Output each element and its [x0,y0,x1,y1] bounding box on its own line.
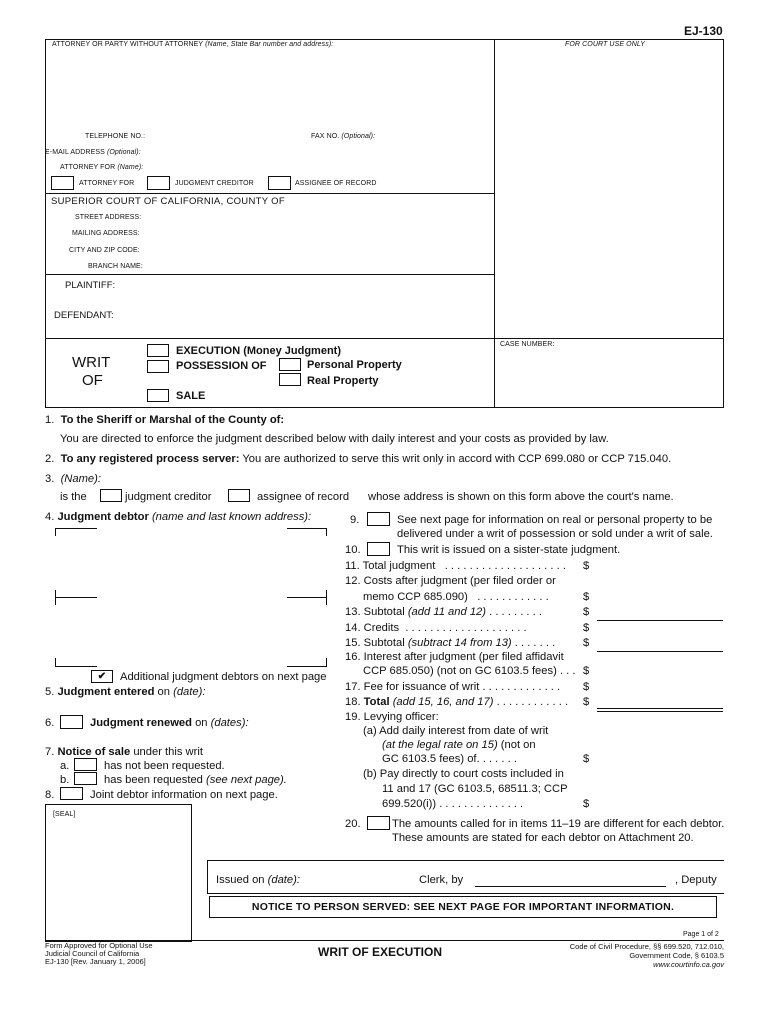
item-14: 14. Credits . . . . . . . . . . . . . . . . . . . . [345,622,527,634]
item-3: 3. (Name): [45,473,101,485]
item-8-checkbox[interactable] [60,787,83,800]
item-16-l2: CCP 685.050) (not on GC 6103.5 fees) . . . [363,665,576,677]
item-16-dollar: $ [583,665,590,677]
attorney-for-label: ATTORNEY FOR (Name): [60,164,144,171]
item-10: This writ is issued on a sister-state judgment. [397,544,621,556]
judgment-creditor-checkbox[interactable] [147,176,170,190]
writ-label: WRIT [72,354,111,371]
item-19: 19. Levying officer: [345,711,439,723]
item-7a-letter: a. [60,760,70,772]
item-19b-l1: (b) Pay directly to court costs included in [363,768,564,780]
item-19a-l2: (at the legal rate on 15) (not on [382,739,536,751]
notice-text: NOTICE TO PERSON SERVED: SEE NEXT PAGE FOR IMPORTANT INFORMATION. [251,901,675,913]
opt-judgment-creditor: JUDGMENT CREDITOR [175,180,254,187]
footer-right: Code of Civil Procedure, §§ 699.520, 712.010, Government Code, § 6103.5 www.courtinfo.ca.gov [569,942,724,969]
personal-property-label: Personal Property [307,359,402,371]
real-property-checkbox[interactable] [279,373,301,386]
deputy-label: , Deputy [675,874,717,886]
fax-label: FAX NO. (Optional): [311,133,376,140]
item-20-l2: These amounts are stated for each debtor on Attachment 20. [392,832,694,844]
sale-checkbox[interactable] [147,389,169,402]
sale-label: SALE [176,390,206,402]
item-15: 15. Subtotal (subtract 14 from 13) . . . . . . . [345,637,556,649]
opt-assignee: ASSIGNEE OF RECORD [295,180,377,187]
item-7b: has been requested (see next page). [104,774,287,786]
item-20-num: 20. [345,818,361,830]
plaintiff-label: PLAINTIFF: [65,280,116,291]
page-number: Page 1 of 2 [683,931,719,938]
seal-label: [SEAL] [53,811,76,818]
item-9-l2: delivered under a writ of possession or sold under a writ of sale. [397,528,713,540]
item-19b-dollar: $ [583,798,590,810]
item-13-dollar: $ [583,606,590,618]
item-3-creditor-checkbox[interactable] [100,489,122,502]
item-9-num: 9. [350,514,360,526]
additional-debtors-checkbox[interactable]: ✔ [91,670,113,683]
item-6-num: 6. [45,717,55,729]
item-11: 11. Total judgment . . . . . . . . . . . . . . . . . . . . [345,560,566,572]
clerk-label: Clerk, by [419,874,464,886]
item-17: 17. Fee for issuance of writ . . . . . . . . . . . . . [345,681,561,693]
item-3-is-the: is the [60,491,87,503]
court-title: SUPERIOR COURT OF CALIFORNIA, COUNTY OF [51,196,285,207]
item-16-l1: 16. Interest after judgment (per filed affidavit [345,651,564,663]
item-19a-l3: GC 6103.5 fees) of. . . . . . . [382,753,517,765]
personal-property-checkbox[interactable] [279,358,301,371]
item-3-assignee-checkbox[interactable] [228,489,250,502]
seal-box [45,804,192,942]
item-7b-letter: b. [60,774,70,786]
item-2: 2. To any registered process server: You are authorized to serve this writ only in accord with CCP 699.080 or CCP 715.040. [45,453,672,465]
item-3-creditor: judgment creditor [125,491,212,503]
of-label: OF [82,372,103,389]
item-18: 18. Total (add 15, 16, and 17) . . . . . . . . . . . . [345,696,569,708]
execution-checkbox[interactable] [147,344,169,357]
item-7b-checkbox[interactable] [74,772,97,785]
item-15-dollar: $ [583,637,590,649]
opt-attorney-for: ATTORNEY FOR [79,180,135,187]
item-5: 5. Judgment entered on (date): [45,686,206,698]
item-20-l1: The amounts called for in items 11–19 are different for each debtor. [392,818,725,830]
item-12-l2: memo CCP 685.090) . . . . . . . . . . . . [363,591,549,603]
item-17-dollar: $ [583,681,590,693]
execution-label: EXECUTION (Money Judgment) [176,345,342,357]
attorney-for-checkbox[interactable] [51,176,74,190]
item-1: 1. To the Sheriff or Marshal of the County of: [45,414,285,426]
item-6-checkbox[interactable] [60,715,83,729]
assignee-of-record-checkbox[interactable] [268,176,291,190]
possession-label: POSSESSION OF [176,360,267,372]
item-10-num: 10. [345,544,361,556]
item-7a: has not been requested. [104,760,225,772]
item-19b-l3: 699.520(i)) . . . . . . . . . . . . . . [382,798,524,810]
form-id: EJ-130 [684,24,723,38]
item-10-checkbox[interactable] [367,542,390,556]
item-20-checkbox[interactable] [367,816,390,830]
item-12-dollar: $ [583,591,590,603]
item-12-l1: 12. Costs after judgment (per filed order or [345,575,556,587]
item-7: 7. Notice of sale under this writ [45,746,203,758]
item-13: 13. Subtotal (add 11 and 12) . . . . . . . . . [345,606,542,618]
defendant-label: DEFENDANT: [54,310,114,321]
case-number-label: CASE NUMBER: [500,341,555,348]
item-3-assignee: assignee of record [257,491,350,503]
form-title: WRIT OF EXECUTION [318,945,442,959]
item-9-checkbox[interactable] [367,512,390,526]
item-14-dollar: $ [583,622,590,634]
street-label: STREET ADDRESS: [75,214,142,221]
item-6: Judgment renewed on (dates): [90,717,249,729]
item-4: 4. Judgment debtor (name and last known address): [45,511,312,523]
branch-label: BRANCH NAME: [88,263,143,270]
real-property-label: Real Property [307,375,379,387]
item-8: Joint debtor information on next page. [90,789,278,801]
attorney-label: ATTORNEY OR PARTY WITHOUT ATTORNEY (Name, State Bar number and address): [52,41,334,48]
item-1-body: You are directed to enforce the judgment described below with daily interest and your costs as provided by law. [60,433,609,445]
court-use-label: FOR COURT USE ONLY [565,41,645,48]
item-3-whose: whose address is shown on this form above the court's name. [368,491,674,503]
item-18-dollar: $ [583,696,590,708]
telephone-label: TELEPHONE NO.: [85,133,146,140]
item-9-l1: See next page for information on real or personal property to be [397,514,713,526]
footer-left: Form Approved for Optional Use Judicial Council of California EJ-130 [Rev. January 1, 2006] [45,941,153,966]
issued-on: Issued on (date): [216,874,300,886]
item-7a-checkbox[interactable] [74,758,97,771]
item-19a-l1: (a) Add daily interest from date of writ [363,725,549,737]
item-8-num: 8. [45,789,55,801]
email-label: E-MAIL ADDRESS (Optional): [45,149,141,156]
possession-checkbox[interactable] [147,360,169,373]
city-label: CITY AND ZIP CODE: [69,247,140,254]
additional-debtors-label: Additional judgment debtors on next page [120,671,327,683]
item-11-dollar: $ [583,560,590,572]
mailing-label: MAILING ADDRESS: [72,230,140,237]
item-19a-dollar: $ [583,753,590,765]
item-19b-l2: 11 and 17 (GC 6103.5, 68511.3; CCP [382,783,568,795]
